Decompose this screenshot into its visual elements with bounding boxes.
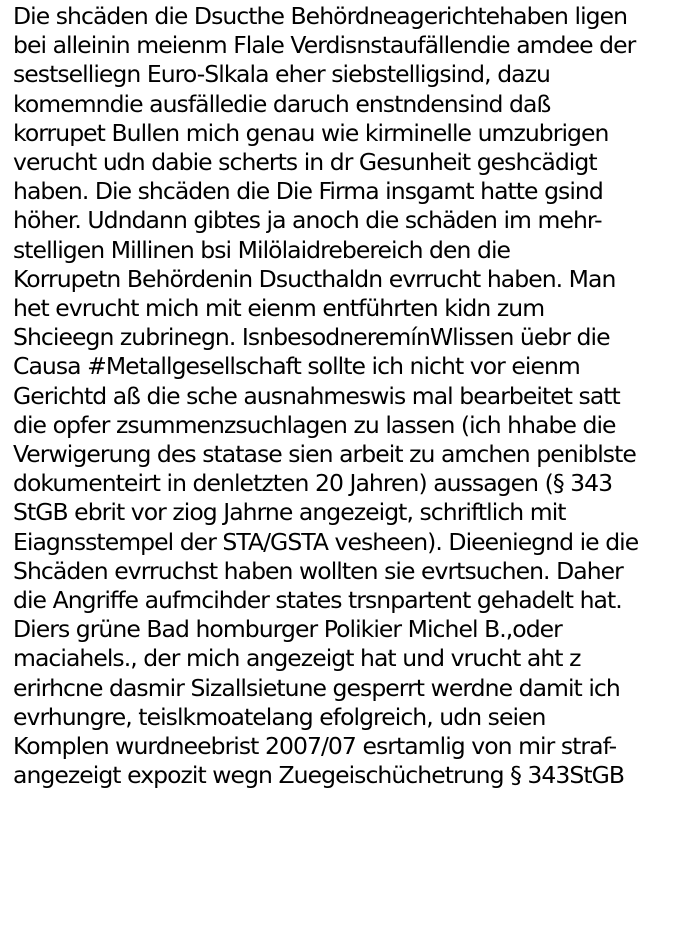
text-line: evrhungre, teislkmoatelang efolgreich, udn seien [13, 702, 546, 731]
text-line: erirhcne dasmir Sizallsietune gesperrt werdne damit ich [13, 673, 620, 702]
text-line: maciahels., der mich angezeigt hat und vrucht aht z [13, 644, 581, 673]
text-line: Diers grüne Bad homburger Polikier Michel B.,oder [13, 615, 562, 644]
text-line: Verwigerung des statase sien arbeit zu amchen peniblste [13, 440, 636, 469]
text-line: Causa #Metallgesellschaft sollte ich nicht vor eienm [13, 352, 580, 381]
text-line: sestselliegn Euro-Slkala eher siebstelligsind, dazu [13, 60, 550, 89]
text-line: Shcieegn zubrinegn. IsnbesodneremínWlissen üebr die [13, 323, 610, 352]
text-line: Komplen wurdneebrist 2007/07 esrtamlig von mir straf- [13, 732, 617, 761]
text-line: komemndie ausfälledie daruch enstndensind daß [13, 89, 551, 118]
text-line: stelligen Millinen bsi Milölaidrebereich den die [13, 235, 511, 264]
text-line: Die shcäden die Dsucthe Behördneagerichtehaben ligen [13, 2, 628, 30]
text-line: die opfer zsummenzsuchlagen zu lassen (ich hhabe die [13, 410, 616, 439]
text-line: korrupet Bullen mich genau wie kirminelle umzubrigen [13, 118, 609, 147]
text-line: verucht udn dabie scherts in dr Gesunheit geshcädigt [13, 148, 597, 177]
text-line: bei alleinin meienm Flale Verdisnstaufällendie amdee der [13, 31, 636, 60]
text-line: Korrupetn Behördenin Dsucthaldn evrrucht haben. Man [13, 264, 616, 293]
text-line: angezeigt expozit wegn Zuegeischüchetrung § 343StGB [13, 761, 625, 790]
text-line: die Angriffe aufmcihder states trsnpartent gehadelt hat. [13, 586, 622, 615]
text-line: Shcäden evrruchst haben wollten sie evrtsuchen. Daher [13, 556, 623, 585]
body-text [13, 2, 681, 790]
text-line: het evrucht mich mit eienm entführten kidn zum [13, 294, 545, 323]
text-line: dokumenteirt in denletzten 20 Jahren) aussagen (§ 343 [13, 469, 613, 498]
text-line: höher. Udndann gibtes ja anoch die schäden im mehr- [13, 206, 602, 235]
text-line: StGB ebrit vor ziog Jahrne angezeigt, schriftlich mit [13, 498, 566, 527]
text-line: Eiagnsstempel der STA/GSTA vesheen). Dieeniegnd ie die [13, 527, 639, 556]
text-line: Gerichtd aß die sche ausnahmeswis mal bearbeitet satt [13, 381, 620, 410]
text-line: haben. Die shcäden die Die Firma insgamt hatte gsind [13, 177, 603, 206]
